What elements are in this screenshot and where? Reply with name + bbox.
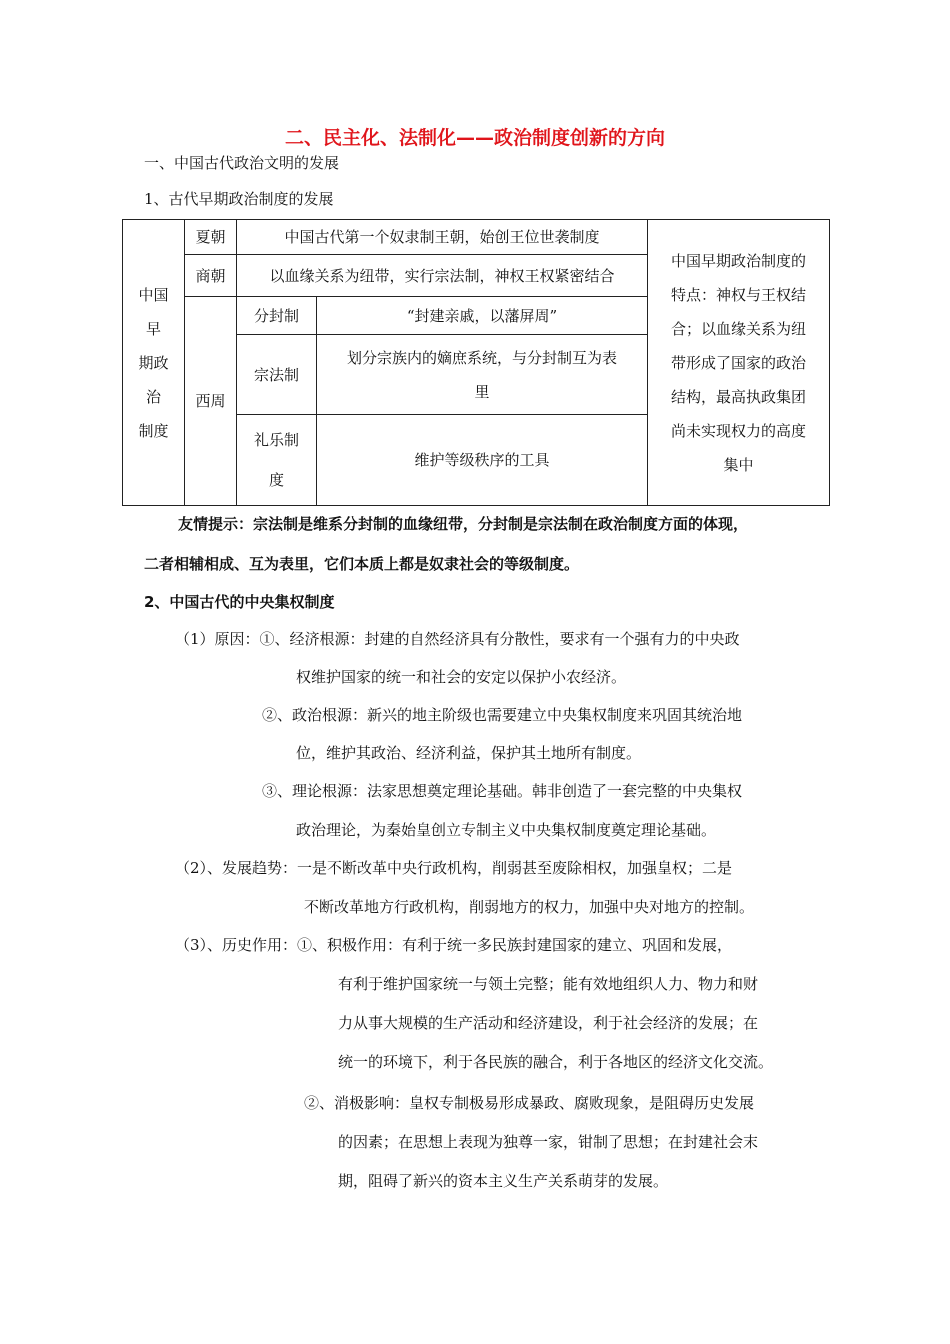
page-title: 二、民主化、法制化——政治制度创新的方向	[284, 127, 665, 149]
shang-description: 以血缘关系为纽带，实行宗法制，神权王权紧密结合	[237, 255, 648, 297]
liyue-name-line: 礼乐制	[253, 431, 299, 449]
liyue-description: 维护等级秩序的工具	[317, 415, 648, 506]
zongfa-description-line: 里	[474, 382, 490, 401]
subsection-heading-2: 2、中国古代的中央集权制度	[144, 593, 335, 611]
system-zongfa: 宗法制	[237, 335, 317, 415]
effect-line: 的因素；在思想上表现为独尊一家，钳制了思想；在封建社会末	[338, 1133, 759, 1151]
trend-line: （2）、发展趋势：一是不断改革中央行政机构，削弱甚至废除相权，加强皇权；二是	[175, 859, 733, 877]
features-line: 结构，最高执政集团	[670, 387, 806, 406]
features-line: 尚未实现权力的高度	[670, 421, 806, 440]
effect-line: （3）、历史作用：①、积极作用：有利于统一多民族封建国家的建立、巩固和发展，	[175, 936, 733, 954]
dynasty-xia: 夏朝	[185, 220, 237, 255]
tip-line-1: 友情提示：宗法制是维系分封制的血缘纽带，分封制是宗法制在政治制度方面的体现，	[178, 515, 749, 533]
zongfa-description	[317, 335, 648, 415]
section-heading-1: 一、中国古代政治文明的发展	[144, 154, 340, 172]
cause-line: 权维护国家的统一和社会的安定以保护小农经济。	[296, 668, 627, 686]
cause-line: 位，维护其政治、经济利益，保护其土地所有制度。	[296, 744, 642, 762]
effect-line: ②、消极影响：皇权专制极易形成暴政、腐败现象，是阻碍历史发展	[304, 1094, 755, 1112]
row-header-line: 治	[145, 387, 161, 406]
system-fengjian: 分封制	[237, 297, 317, 335]
dynasty-shang: 商朝	[185, 255, 237, 297]
cause-line: 政治理论，为秦始皇创立专制主义中央集权制度奠定理论基础。	[296, 821, 717, 839]
cause-line: （1）原因：①、经济根源：封建的自然经济具有分散性，要求有一个强有力的中央政	[175, 630, 740, 648]
features-line: 特点：神权与王权结	[670, 285, 806, 304]
effect-line: 期，阻碍了新兴的资本主义生产关系萌芽的发展。	[338, 1172, 669, 1190]
row-header-line: 期政	[138, 353, 169, 372]
cause-line: ③、理论根源：法家思想奠定理论基础。韩非创造了一套完整的中央集权	[262, 782, 743, 800]
row-header-cell	[123, 220, 185, 506]
zongfa-description-line: 划分宗族内的嫡庶系统，与分封制互为表	[346, 348, 617, 367]
subsection-heading-1: 1、古代早期政治制度的发展	[144, 190, 334, 208]
features-line: 带形成了国家的政治	[670, 353, 806, 372]
dynasty-zhou: 西周	[185, 297, 237, 506]
features-line: 集中	[723, 455, 754, 474]
system-liyue	[237, 415, 317, 506]
row-header-line: 制度	[138, 421, 169, 440]
effect-line: 有利于维护国家统一与领土完整；能有效地组织人力、物力和财	[338, 975, 759, 993]
effect-line: 力从事大规模的生产活动和经济建设，利于社会经济的发展；在	[338, 1014, 759, 1032]
xia-description: 中国古代第一个奴隶制王朝，始创王位世袭制度	[237, 220, 648, 255]
fengjian-description: “封建亲戚，以藩屏周”	[317, 297, 648, 335]
cause-line: ②、政治根源：新兴的地主阶级也需要建立中央集权制度来巩固其统治地	[262, 706, 743, 724]
effect-line: 统一的环境下，利于各民族的融合，利于各地区的经济文化交流。	[338, 1053, 774, 1071]
early-political-system-table	[122, 219, 830, 506]
row-header-line: 中国	[138, 285, 169, 304]
features-line: 合；以血缘关系为纽	[670, 319, 806, 338]
trend-line: 不断改革地方行政机构，削弱地方的权力，加强中央对地方的控制。	[304, 898, 755, 916]
tip-line-2: 二者相辅相成、互为表里，它们本质上都是奴隶社会的等级制度。	[144, 555, 580, 573]
row-header-line: 早	[145, 319, 161, 338]
features-line: 中国早期政治制度的	[670, 251, 806, 270]
features-cell	[648, 220, 830, 506]
liyue-name-line: 度	[268, 471, 284, 489]
